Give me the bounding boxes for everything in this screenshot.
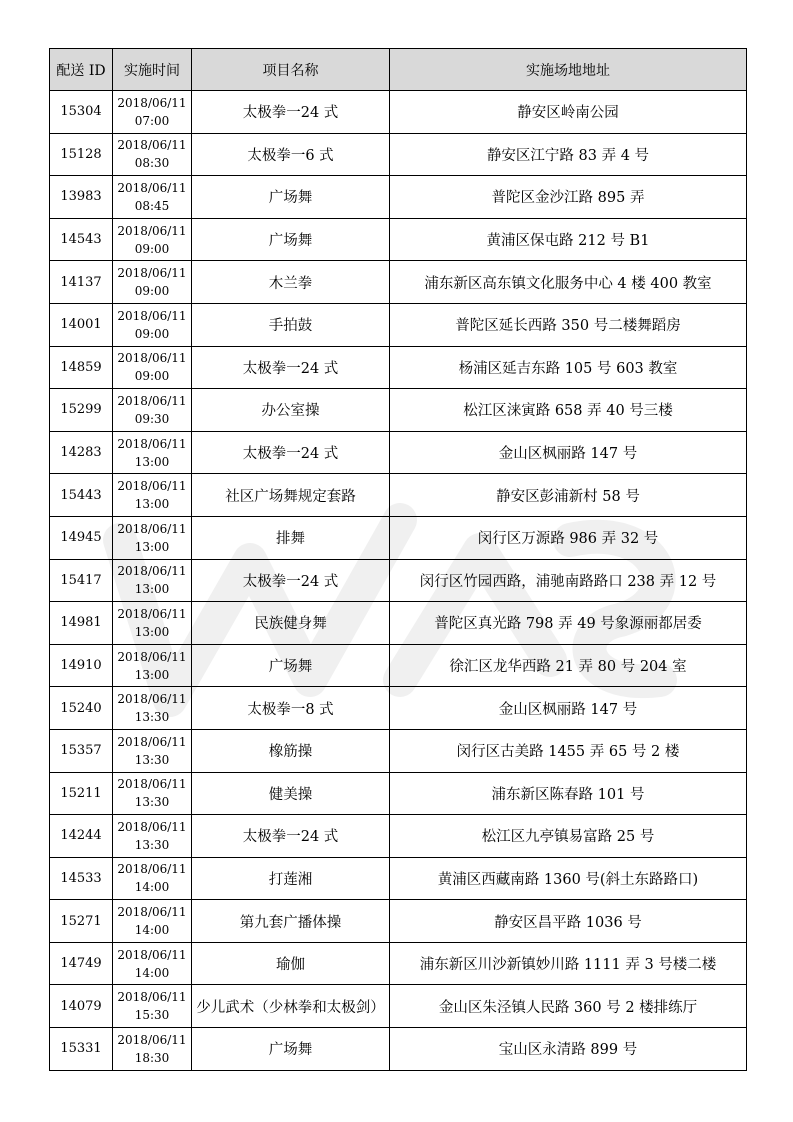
table-row: [50, 431, 747, 474]
table-row: [50, 303, 747, 346]
cell-time-text: 14:00: [134, 880, 170, 895]
cell-address: 黄浦区保屯路 212 号 B1: [390, 218, 747, 261]
cell-date-text: 2018/06/11: [117, 947, 187, 962]
cell-id: 15304: [50, 91, 113, 134]
cell-time-text: 13:30: [134, 837, 170, 852]
cell-id: 14859: [50, 346, 113, 389]
cell-date-text: 2018/06/11: [117, 436, 187, 451]
cell-address: 宝山区永清路 899 号: [390, 1028, 747, 1071]
table-row: [50, 602, 747, 645]
cell-date-text: 2018/06/11: [117, 521, 187, 536]
table-row: [50, 687, 747, 730]
cell-time-text: 18:30: [134, 1050, 170, 1065]
cell-date-text: 2018/06/11: [117, 308, 187, 323]
cell-time-text: 09:30: [134, 411, 170, 426]
cell-name: 太极拳一8 式: [192, 687, 390, 730]
cell-id: 14283: [50, 431, 113, 474]
cell-time-text: 07:00: [134, 113, 170, 128]
cell-time-text: 15:30: [134, 1008, 170, 1023]
cell-address: 金山区朱泾镇人民路 360 号 2 楼排练厅: [390, 985, 747, 1028]
cell-date-text: 2018/06/11: [117, 606, 187, 621]
table-row: [50, 644, 747, 687]
cell-time: [113, 644, 192, 687]
cell-date-text: 2018/06/11: [117, 777, 187, 792]
cell-date-text: 2018/06/11: [117, 266, 187, 281]
cell-address: 杨浦区延吉东路 105 号 603 教室: [390, 346, 747, 389]
table-row: [50, 474, 747, 517]
table-row: [50, 516, 747, 559]
cell-name: 太极拳一24 式: [192, 559, 390, 602]
cell-address: 静安区彭浦新村 58 号: [390, 474, 747, 517]
cell-id: 14910: [50, 644, 113, 687]
cell-date-text: 2018/06/11: [117, 1032, 187, 1047]
cell-id: 15128: [50, 133, 113, 176]
cell-time: [113, 133, 192, 176]
cell-name: 太极拳一24 式: [192, 91, 390, 134]
cell-id: 14749: [50, 942, 113, 985]
schedule-table: [49, 48, 747, 1071]
cell-id: 14981: [50, 602, 113, 645]
table-row: [50, 559, 747, 602]
table-row: [50, 985, 747, 1028]
cell-address: 黄浦区西藏南路 1360 号(斜土东路路口): [390, 857, 747, 900]
table-row: [50, 91, 747, 134]
cell-address: 静安区昌平路 1036 号: [390, 900, 747, 943]
cell-date-text: 2018/06/11: [117, 564, 187, 579]
table-row: [50, 176, 747, 219]
cell-id: 14244: [50, 815, 113, 858]
cell-name: 广场舞: [192, 176, 390, 219]
cell-address: 闵行区万源路 986 弄 32 号: [390, 516, 747, 559]
cell-time-text: 09:00: [134, 284, 170, 299]
table-row: [50, 857, 747, 900]
cell-address: 静安区岭南公园: [390, 91, 747, 134]
cell-address: 普陀区金沙江路 895 弄: [390, 176, 747, 219]
cell-time: [113, 516, 192, 559]
cell-time-text: 13:00: [134, 539, 170, 554]
cell-time: [113, 474, 192, 517]
cell-time: [113, 687, 192, 730]
cell-date-text: 2018/06/11: [117, 862, 187, 877]
cell-name: 太极拳一6 式: [192, 133, 390, 176]
cell-date-text: 2018/06/11: [117, 479, 187, 494]
cell-date-text: 2018/06/11: [117, 649, 187, 664]
header-time: 实施时间: [113, 49, 192, 91]
cell-time: [113, 602, 192, 645]
cell-time-text: 13:00: [134, 582, 170, 597]
cell-name: 办公室操: [192, 389, 390, 432]
cell-id: 15240: [50, 687, 113, 730]
cell-time: [113, 176, 192, 219]
table-row: [50, 218, 747, 261]
header-row: [50, 49, 747, 91]
cell-time-text: 08:30: [134, 156, 170, 171]
cell-time: [113, 815, 192, 858]
cell-address: 普陀区延长西路 350 号二楼舞蹈房: [390, 303, 747, 346]
cell-time: [113, 1028, 192, 1071]
cell-time: [113, 261, 192, 304]
cell-address: 浦东新区高东镇文化服务中心 4 楼 400 教室: [390, 261, 747, 304]
cell-time: [113, 559, 192, 602]
cell-id: 14137: [50, 261, 113, 304]
cell-time: [113, 900, 192, 943]
cell-date-text: 2018/06/11: [117, 351, 187, 366]
cell-date-text: 2018/06/11: [117, 905, 187, 920]
table-row: [50, 815, 747, 858]
cell-name: 手拍鼓: [192, 303, 390, 346]
cell-time-text: 13:00: [134, 497, 170, 512]
cell-date-text: 2018/06/11: [117, 692, 187, 707]
cell-date-text: 2018/06/11: [117, 819, 187, 834]
cell-id: 15271: [50, 900, 113, 943]
cell-id: 15357: [50, 729, 113, 772]
cell-id: 14945: [50, 516, 113, 559]
cell-name: 太极拳一24 式: [192, 346, 390, 389]
cell-time: [113, 91, 192, 134]
cell-address: 浦东新区川沙新镇妙川路 1111 弄 3 号楼二楼: [390, 942, 747, 985]
cell-date-text: 2018/06/11: [117, 95, 187, 110]
cell-name: 民族健身舞: [192, 602, 390, 645]
cell-time: [113, 985, 192, 1028]
table-row: [50, 942, 747, 985]
cell-name: 打莲湘: [192, 857, 390, 900]
cell-address: 徐汇区龙华西路 21 弄 80 号 204 室: [390, 644, 747, 687]
cell-time: [113, 772, 192, 815]
cell-time: [113, 303, 192, 346]
cell-name: 广场舞: [192, 1028, 390, 1071]
cell-name: 瑜伽: [192, 942, 390, 985]
cell-name: 橡筋操: [192, 729, 390, 772]
cell-name: 社区广场舞规定套路: [192, 474, 390, 517]
cell-name: 太极拳一24 式: [192, 431, 390, 474]
cell-time-text: 09:00: [134, 326, 170, 341]
cell-id: 15299: [50, 389, 113, 432]
cell-name: 第九套广播体操: [192, 900, 390, 943]
table-row: [50, 133, 747, 176]
header-id: 配送 ID: [50, 49, 113, 91]
cell-name: 木兰拳: [192, 261, 390, 304]
cell-name: 健美操: [192, 772, 390, 815]
cell-id: 15211: [50, 772, 113, 815]
cell-address: 闵行区竹园西路，浦驰南路路口 238 弄 12 号: [390, 559, 747, 602]
cell-address: 静安区江宁路 83 弄 4 号: [390, 133, 747, 176]
cell-address: 松江区九亭镇易富路 25 号: [390, 815, 747, 858]
table-row: [50, 261, 747, 304]
header-name: 项目名称: [192, 49, 390, 91]
cell-id: 14543: [50, 218, 113, 261]
table-row: [50, 729, 747, 772]
cell-time-text: 13:00: [134, 624, 170, 639]
cell-time-text: 13:30: [134, 795, 170, 810]
cell-date-text: 2018/06/11: [117, 223, 187, 238]
cell-date-text: 2018/06/11: [117, 138, 187, 153]
cell-time: [113, 431, 192, 474]
cell-id: 14079: [50, 985, 113, 1028]
cell-time: [113, 389, 192, 432]
cell-id: 14001: [50, 303, 113, 346]
cell-time-text: 13:00: [134, 454, 170, 469]
cell-name: 广场舞: [192, 644, 390, 687]
cell-date-text: 2018/06/11: [117, 734, 187, 749]
cell-id: 13983: [50, 176, 113, 219]
cell-time-text: 13:00: [134, 667, 170, 682]
cell-name: 排舞: [192, 516, 390, 559]
cell-time: [113, 346, 192, 389]
cell-time: [113, 729, 192, 772]
cell-date-text: 2018/06/11: [117, 990, 187, 1005]
cell-time: [113, 857, 192, 900]
cell-address: 浦东新区陈春路 101 号: [390, 772, 747, 815]
table-row: [50, 1028, 747, 1071]
cell-time: [113, 942, 192, 985]
cell-time-text: 14:00: [134, 965, 170, 980]
table-row: [50, 346, 747, 389]
cell-name: 广场舞: [192, 218, 390, 261]
table-row: [50, 772, 747, 815]
cell-address: 普陀区真光路 798 弄 49 号象源丽都居委: [390, 602, 747, 645]
cell-id: 15331: [50, 1028, 113, 1071]
cell-time-text: 09:00: [134, 241, 170, 256]
table-body: [50, 91, 747, 1071]
table-row: [50, 389, 747, 432]
cell-date-text: 2018/06/11: [117, 393, 187, 408]
cell-name: 少儿武术（少林拳和太极剑）: [192, 985, 390, 1028]
table-row: [50, 900, 747, 943]
cell-id: 15417: [50, 559, 113, 602]
cell-date-text: 2018/06/11: [117, 180, 187, 195]
cell-name: 太极拳一24 式: [192, 815, 390, 858]
cell-address: 松江区涞寅路 658 弄 40 号三楼: [390, 389, 747, 432]
cell-time-text: 13:30: [134, 752, 170, 767]
cell-address: 金山区枫丽路 147 号: [390, 687, 747, 730]
cell-time-text: 13:30: [134, 710, 170, 725]
cell-id: 14533: [50, 857, 113, 900]
cell-id: 15443: [50, 474, 113, 517]
header-address: 实施场地地址: [390, 49, 747, 91]
cell-address: 闵行区古美路 1455 弄 65 号 2 楼: [390, 729, 747, 772]
cell-time-text: 09:00: [134, 369, 170, 384]
cell-address: 金山区枫丽路 147 号: [390, 431, 747, 474]
cell-time-text: 14:00: [134, 923, 170, 938]
cell-time: [113, 218, 192, 261]
cell-time-text: 08:45: [134, 198, 170, 213]
